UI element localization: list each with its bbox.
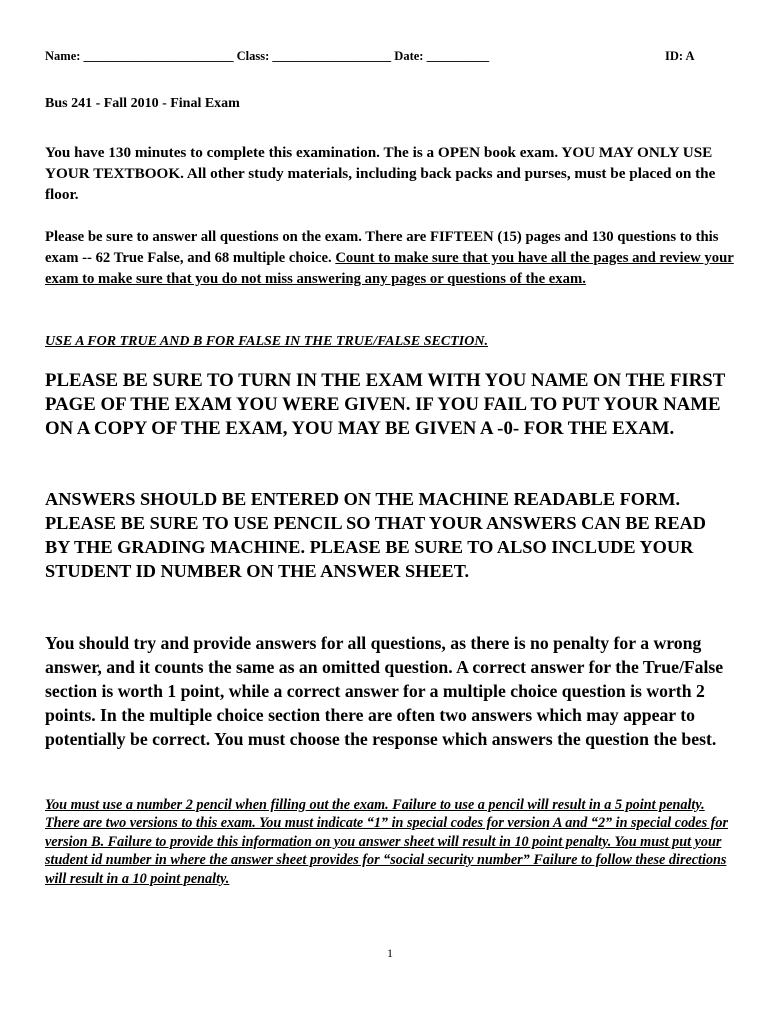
header-fields: Name: ________________________ Class: ___________________ Date: __________ [45,49,490,63]
name-warning: PLEASE BE SURE TO TURN IN THE EXAM WITH YOU NAME ON THE FIRST PAGE OF THE EXAM YOU WERE GIVEN. IF YOU FAIL TO PUT YOUR NAME ON A COPY OF THE EXAM, YOU MAY BE GIVEN A -0- FOR THE EXAM. [45,370,725,439]
page-number: 1 [387,946,393,960]
instructions-pages-text: Please be sure to answer all questions on the exam. There are FIFTEEN (15) pages and 130 questions to this exam -- 62 True False, and 68 multiple choice. [45,229,719,266]
pencil-instruction: You must use a number 2 pencil when filling out the exam. Failure to use a pencil will result in a 5 point penalty. There are two versions to this exam. You must indicate “1” in special codes for version A and “2” in special codes for version B. Failure to provide this information on you answer sheet will result in 10 point penalty. You must put your student id number in where the answer sheet provides for “social security number” Failure to follow these directions will result in a 10 point penalty. [45,797,728,887]
exam-title: Bus 241 - Fall 2010 - Final Exam [45,96,240,111]
scoring-instruction: You should try and provide answers for all questions, as there is no penalty for a wrong answer, and it counts the same as an omitted question. A correct answer for the True/False section is worth 1 point, while a correct answer for a multiple choice question is worth 2 points. In the multiple choice section there are often two answers which may appear to potentially be correct. You must choose the response which answers the question the best. [45,633,724,749]
instructions-pages-warning: Count to make sure that you have all the pages and review your exam to make sure that you do not miss answering any pages or questions of the exam. [45,250,734,287]
exam-id: ID: A [665,49,695,63]
instructions-time: You have 130 minutes to complete this examination. The is a OPEN book exam. YOU MAY ONLY USE YOUR TEXTBOOK. All other study materials, including back packs and purses, must be placed on the floor. [45,144,716,203]
answer-form-instruction: ANSWERS SHOULD BE ENTERED ON THE MACHINE READABLE FORM. PLEASE BE SURE TO USE PENCIL SO THAT YOUR ANSWERS CAN BE READ BY THE GRADING MACHINE. PLEASE BE SURE TO ALSO INCLUDE YOUR STUDENT ID NUMBER ON THE ANSWER SHEET. [45,489,707,581]
instructions-pages [45,227,735,290]
true-false-instruction: USE A FOR TRUE AND B FOR FALSE IN THE TRUE/FALSE SECTION. [45,334,488,349]
